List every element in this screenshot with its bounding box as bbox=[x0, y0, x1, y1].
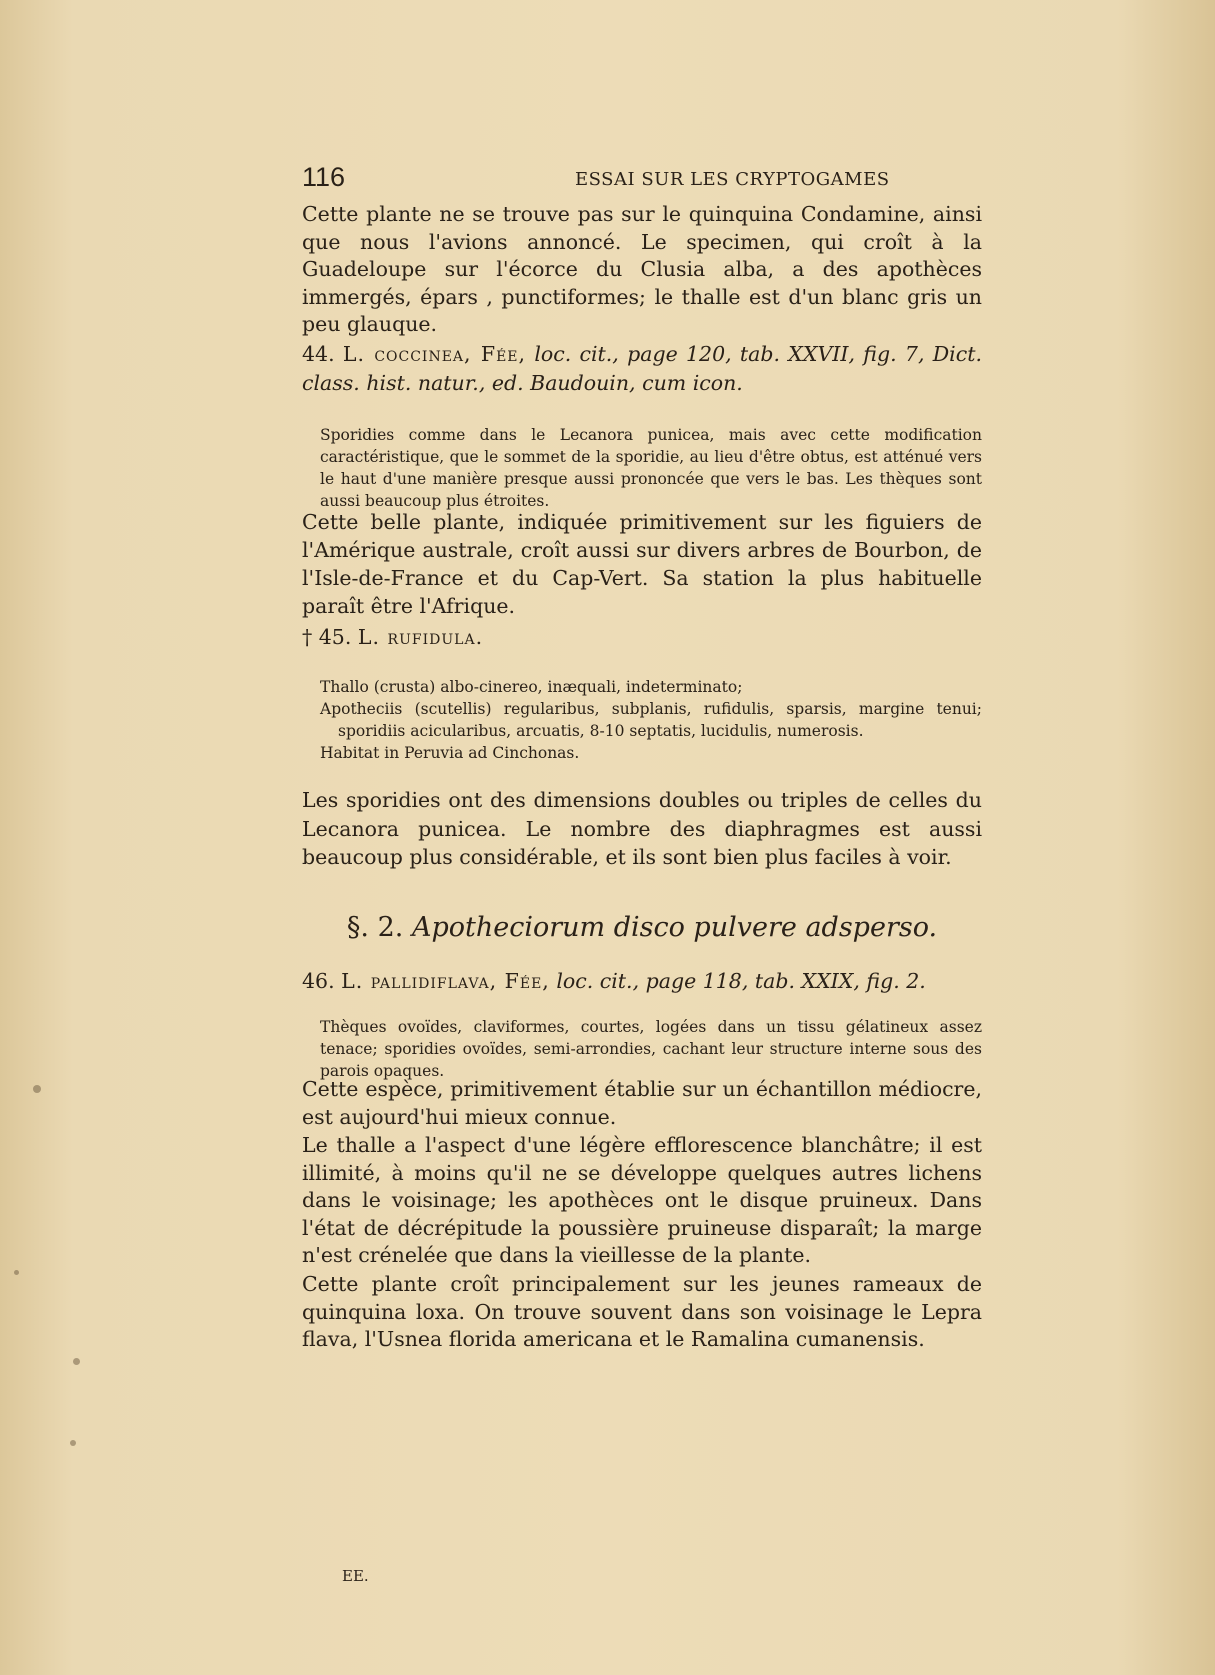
page-header bbox=[302, 162, 982, 196]
paragraph-2: Cette belle plante, indiquée primitivement sur les figuiers de l'Amérique australe, croît aussi sur divers arbres de Bourbon, de l'Isle-de-France et du Cap-Vert. Sa station la plus habituelle paraît être l'Afrique. bbox=[302, 510, 982, 618]
latin-thallus: Thallo (crusta) albo-cinereo, inæquali, indeterminato; bbox=[320, 678, 743, 696]
latin-habitat: Habitat in Peruvia ad Cinchonas. bbox=[320, 744, 580, 762]
entry-46-number: 46. bbox=[302, 969, 335, 993]
entry-44-heading bbox=[302, 340, 982, 398]
entry-45-latin-diagnosis bbox=[320, 676, 982, 764]
foxing-spot bbox=[70, 1440, 76, 1446]
entry-44-number: 44. bbox=[302, 342, 335, 366]
foxing-spot bbox=[14, 1270, 19, 1275]
paragraph-4: Cette espèce, primitivement établie sur un échantillon médiocre, est aujourd'hui mieux connue. bbox=[302, 1077, 982, 1129]
entry-46-reference: loc. cit., page 118, tab. XXIX, fig. 2. bbox=[556, 969, 926, 993]
section-title: Apotheciorum disco pulvere adsperso. bbox=[411, 912, 938, 943]
section-heading bbox=[302, 912, 982, 944]
foxing-spot bbox=[73, 1358, 80, 1365]
latin-apothecia: Apotheciis (scutellis) regularibus, subplanis, rufidulis, sparsis, margine tenui; sporidiis acicularibus, arcuatis, 8-10 septatis, lucidulis, numerosis. bbox=[320, 700, 982, 740]
paragraph-3: Les sporidies ont des dimensions doubles ou triples de celles du Lecanora punicea. Le nombre des diaphragmes est aussi beaucoup plus considérable, et ils sont bien plus faciles à voir. bbox=[302, 788, 982, 869]
page-number: 116 bbox=[302, 162, 346, 192]
paragraph-1: Cette plante ne se trouve pas sur le quinquina Condamine, ainsi que nous l'avions annoncé. Le specimen, qui croît à la Guadeloupe sur l'écorce du Clusia alba, a des apothèces immergés, épars , punctiformes; le thalle est d'un blanc gris un peu glauque. bbox=[302, 202, 982, 337]
paragraph-6: Cette plante croît principalement sur les jeunes rameaux de quinquina loxa. On trouve souvent dans son voisinage le Lepra flava, l'Usnea florida americana et le Ramalina cumanensis. bbox=[302, 1272, 982, 1352]
foxing-spot bbox=[33, 1085, 41, 1093]
section-mark: §. 2. bbox=[346, 912, 404, 943]
entry-44-description: Sporidies comme dans le Lecanora punicea, mais avec cette modification caractéristique, que le sommet de la sporidie, au lieu d'être obtus, est atténué vers le haut d'une manière presque aussi prononcée que vers le bas. Les thèques sont aussi beaucoup plus étroites. bbox=[320, 426, 982, 510]
printer-signature: EE. bbox=[342, 1567, 369, 1585]
entry-44-name: L. coccinea, Fée, bbox=[342, 342, 527, 366]
entry-44-reference: loc. cit., page 120, tab. XXVII, fig. 7, Dict. class. hist. natur., ed. Baudouin, cum icon. bbox=[302, 342, 982, 395]
entry-46-name: L. pallidiflava, Fée, bbox=[341, 969, 550, 993]
entry-46-description: Thèques ovoïdes, claviformes, courtes, logées dans un tissu gélatineux assez tenace; sporidies ovoïdes, semi-arrondies, cachant leur structure interne sous des parois opaques. bbox=[320, 1018, 982, 1080]
entry-45-number: † 45. bbox=[302, 625, 352, 649]
paragraph-5: Le thalle a l'aspect d'une légère efflorescence blanchâtre; il est illimité, à moins qu'il ne se développe quelques autres lichens dans le voisinage; les apothèces ont le disque pruineux. Dans l'état de décrépitude la poussière pruineuse disparaît; la marge n'est crénelée que dans la vieillesse de la plante. bbox=[302, 1133, 982, 1268]
running-title: ESSAI SUR LES CRYPTOGAMES bbox=[575, 169, 890, 190]
entry-45-heading bbox=[302, 624, 982, 652]
entry-46-heading bbox=[302, 968, 982, 996]
entry-45-name: L. rufidula. bbox=[357, 625, 484, 649]
